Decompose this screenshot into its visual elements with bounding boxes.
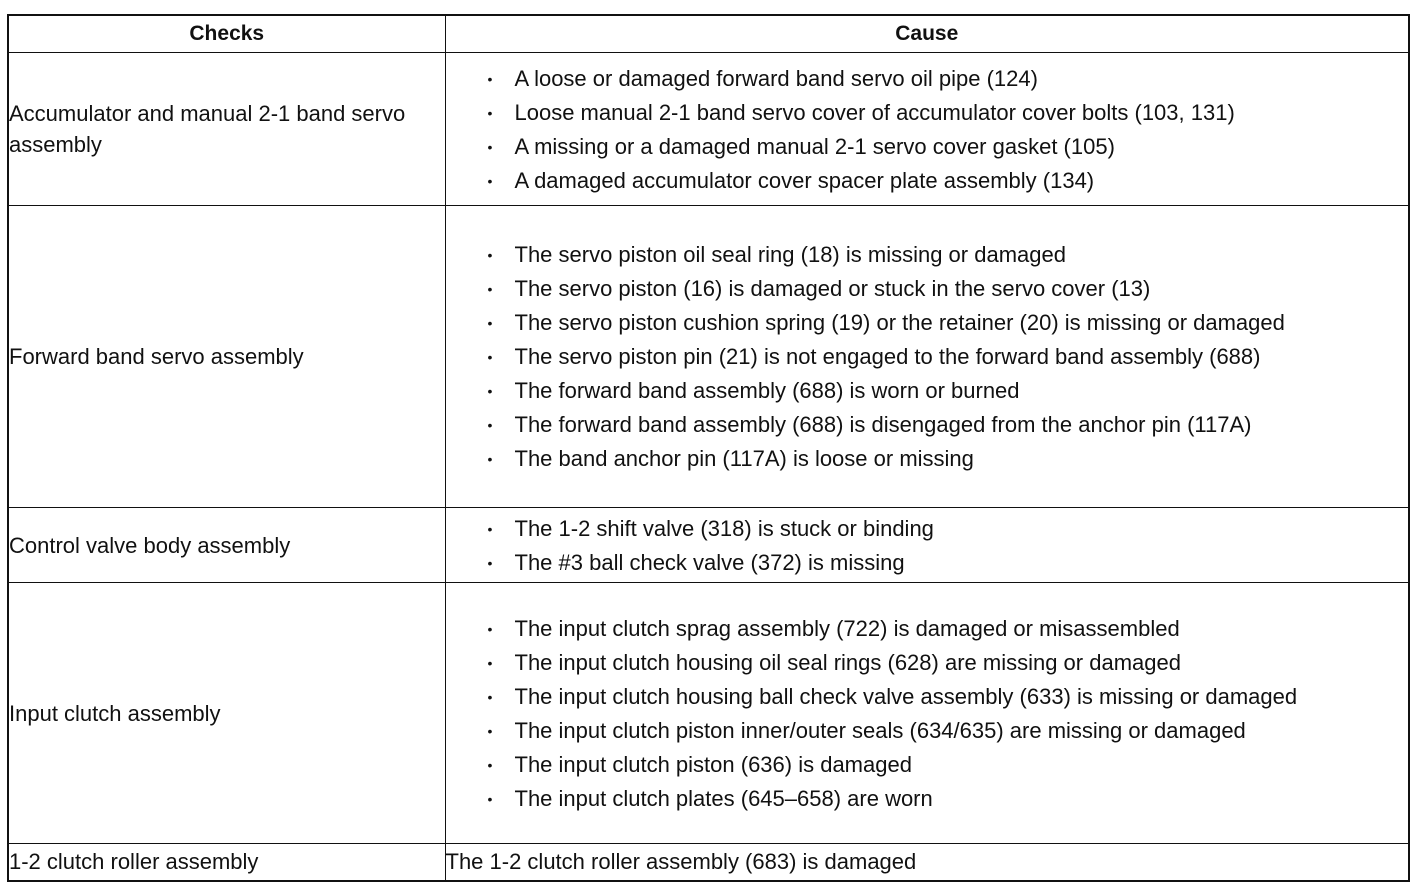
list-item (446, 716, 1409, 746)
bullet-icon: • (487, 104, 493, 121)
cause-cell (445, 583, 1409, 844)
table-row (8, 844, 1409, 881)
cause-text: The servo piston (16) is damaged or stuck in the servo cover (13) (514, 276, 1151, 301)
list-item (446, 376, 1409, 406)
cause-text: The input clutch plates (645–658) are worn (514, 785, 933, 811)
bullet-icon: • (487, 722, 493, 739)
list-item (446, 682, 1409, 712)
bullet-icon: • (487, 451, 493, 467)
cause-text: The #3 ball check valve (372) is missing (514, 549, 905, 575)
list-item (446, 342, 1409, 372)
check-cell: Forward band servo assembly (8, 206, 445, 508)
table-row (8, 583, 1409, 844)
list-item (446, 750, 1409, 780)
header-row (8, 15, 1409, 53)
cause-text: The servo piston oil seal ring (18) is missing or damaged (514, 242, 1066, 267)
header-cause: Cause (445, 15, 1409, 53)
cause-text: The servo piston cushion spring (19) or the retainer (20) is missing or damaged (514, 310, 1285, 335)
bullet-icon: • (487, 520, 493, 537)
cause-text: A loose or damaged forward band servo oil pipe (124) (514, 65, 1038, 91)
list-item (446, 648, 1409, 678)
bullet-icon: • (487, 349, 493, 365)
bullet-icon: • (487, 138, 493, 155)
cause-text: The input clutch housing oil seal rings (628) are missing or damaged (514, 649, 1181, 675)
bullet-icon: • (487, 756, 493, 773)
cause-text: The input clutch sprag assembly (722) is damaged or misassembled (514, 615, 1180, 641)
table-row (8, 53, 1409, 206)
bullet-icon: • (487, 790, 493, 807)
cause-text: A damaged accumulator cover spacer plate assembly (134) (514, 167, 1095, 193)
list-item (446, 132, 1409, 162)
list-item (446, 514, 1409, 544)
check-cell: Input clutch assembly (8, 583, 445, 844)
cause-text: Loose manual 2-1 band servo cover of accumulator cover bolts (103, 131) (514, 99, 1235, 125)
cause-text: A missing or a damaged manual 2-1 servo cover gasket (105) (514, 133, 1115, 159)
list-item (446, 64, 1409, 94)
cause-cell (445, 508, 1409, 583)
list-item (446, 274, 1409, 304)
cause-list (446, 514, 1409, 578)
cause-text: The input clutch piston (636) is damaged (514, 751, 912, 777)
cause-text: The forward band assembly (688) is disengaged from the anchor pin (117A) (514, 412, 1252, 437)
cause-list (446, 240, 1409, 474)
table-row (8, 508, 1409, 583)
cause-text: The band anchor pin (117A) is loose or missing (514, 446, 974, 471)
list-item (446, 308, 1409, 338)
list-item (446, 166, 1409, 196)
list-item (446, 548, 1409, 578)
bullet-icon: • (487, 70, 493, 87)
cause-text: The input clutch piston inner/outer seals (634/635) are missing or damaged (514, 717, 1246, 743)
cause-text: The input clutch housing ball check valve assembly (633) is missing or damaged (514, 683, 1298, 709)
bullet-icon: • (487, 620, 493, 637)
bullet-icon: • (487, 383, 493, 399)
bullet-icon: • (487, 172, 493, 189)
diagnosis-table (7, 14, 1410, 882)
bullet-icon: • (487, 315, 493, 331)
bullet-icon: • (487, 654, 493, 671)
bullet-icon: • (487, 417, 493, 433)
table-row (8, 206, 1409, 508)
check-cell: 1-2 clutch roller assembly (8, 844, 445, 881)
cause-cell (445, 53, 1409, 206)
check-cell: Control valve body assembly (8, 508, 445, 583)
header-checks: Checks (8, 15, 445, 53)
list-item (446, 410, 1409, 440)
cause-text: The 1-2 shift valve (318) is stuck or binding (514, 515, 934, 541)
list-item (446, 614, 1409, 644)
bullet-icon: • (487, 247, 493, 263)
cause-list (446, 614, 1409, 814)
cause-cell: The 1-2 clutch roller assembly (683) is damaged (445, 844, 1409, 881)
cause-text: The servo piston pin (21) is not engaged to the forward band assembly (688) (514, 344, 1261, 369)
list-item (446, 240, 1409, 270)
cause-list (446, 64, 1409, 196)
cause-cell (445, 206, 1409, 508)
cause-text: The forward band assembly (688) is worn or burned (514, 378, 1020, 403)
bullet-icon: • (487, 688, 493, 705)
list-item (446, 98, 1409, 128)
list-item (446, 784, 1409, 814)
bullet-icon: • (487, 554, 493, 571)
list-item (446, 444, 1409, 474)
bullet-icon: • (487, 281, 493, 297)
check-cell: Accumulator and manual 2-1 band servo assembly (8, 53, 445, 206)
